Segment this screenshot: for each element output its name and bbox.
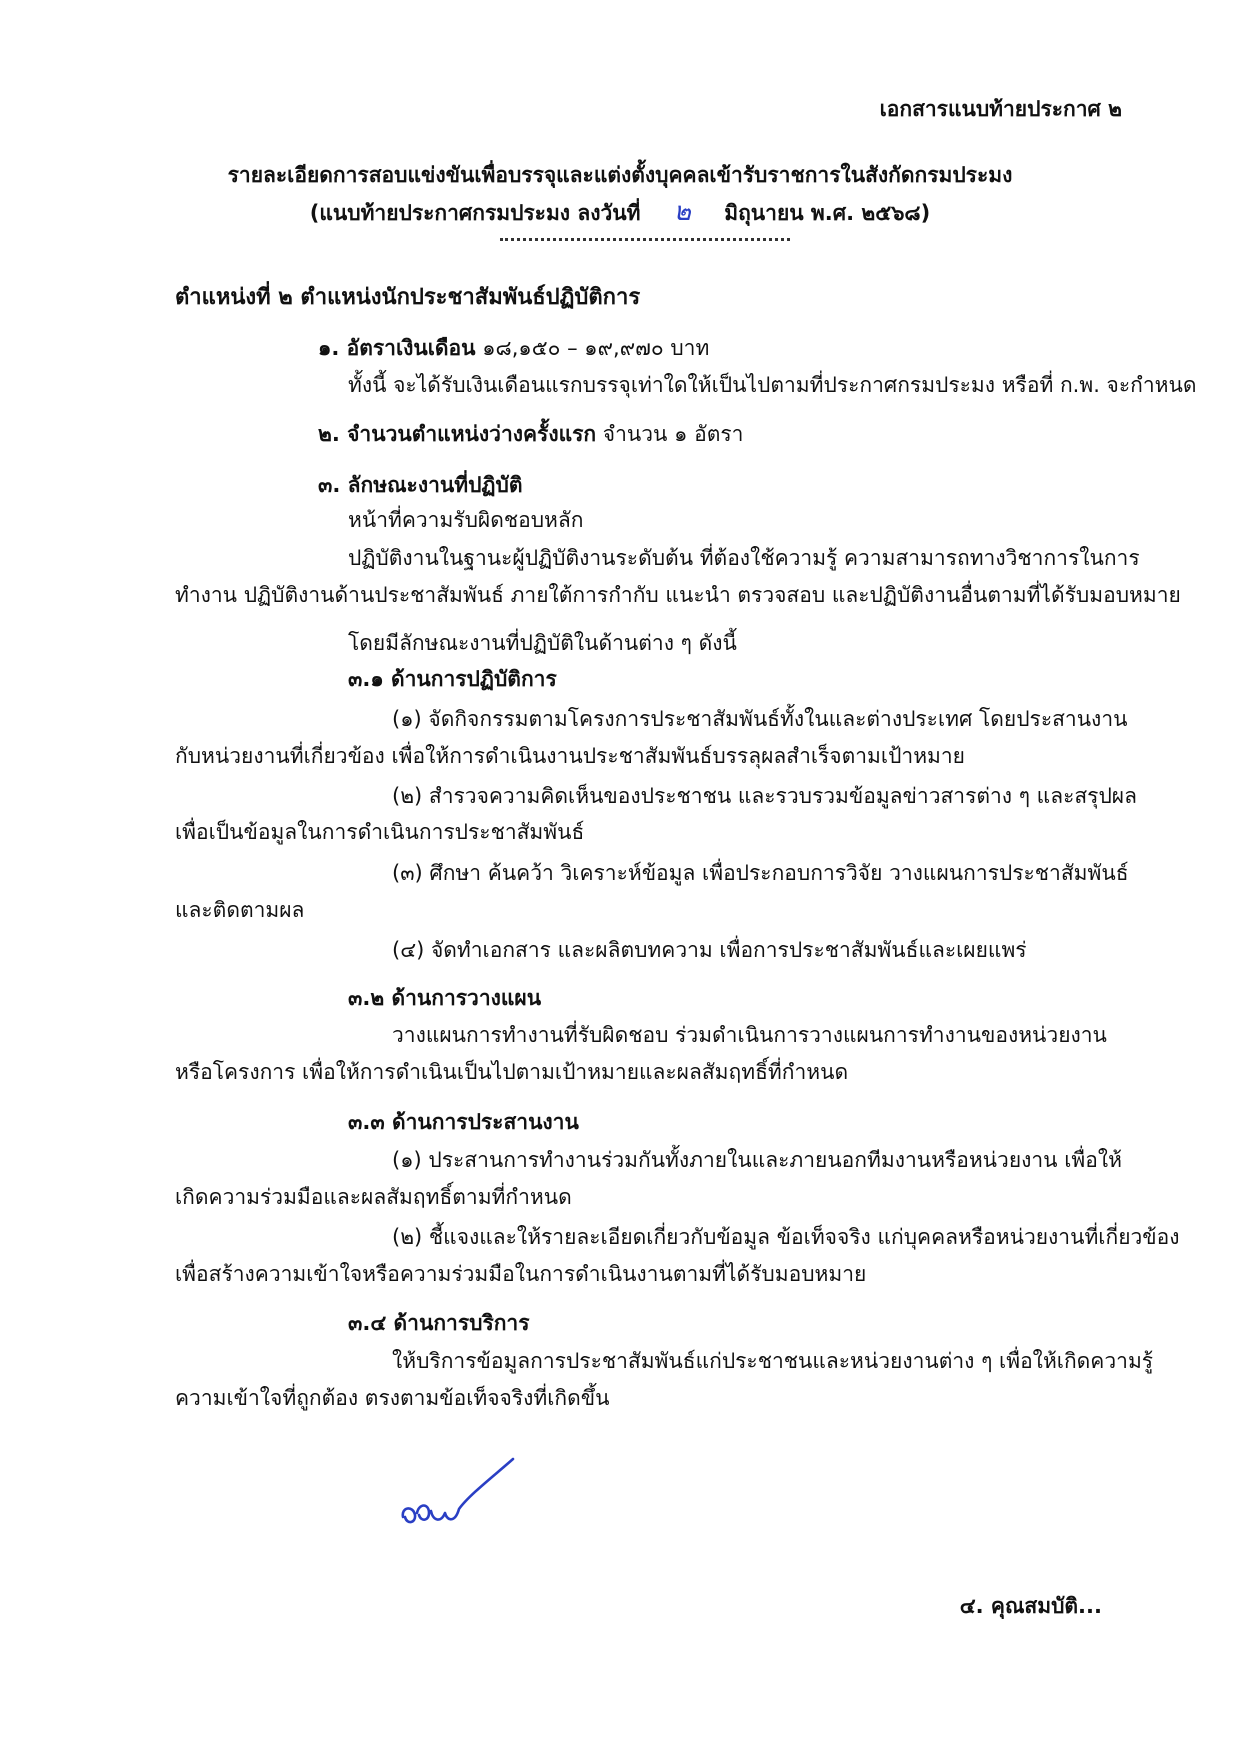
dotted-separator <box>500 238 790 241</box>
salary-title: ๑. อัตราเงินเดือน <box>318 336 476 360</box>
main-duty-label: หน้าที่ความรับผิดชอบหลัก <box>348 508 584 532</box>
planning-line-a: วางแผนการทำงานที่รับผิดชอบ ร่วมดำเนินการวางแผนการทำงานของหน่วยงาน <box>392 1023 1107 1047</box>
handwritten-day: ๒ <box>673 197 691 227</box>
operations-item-2a: (๒) สำรวจความคิดเห็นของประชาชน และรวบรวมข้อมูลข่าวสารต่าง ๆ และสรุปผล <box>392 784 1137 808</box>
coordination-item-1b: เกิดความร่วมมือและผลสัมฤทธิ์ตามที่กำหนด <box>175 1185 572 1209</box>
subtitle-prefix: (แนบท้ายประกาศกรมประมง ลงวันที่ <box>309 201 641 225</box>
planning-line-b: หรือโครงการ เพื่อให้การดำเนินเป็นไปตามเป้าหมายและผลสัมฤทธิ์ที่กำหนด <box>175 1060 849 1084</box>
service-title: ๓.๔ ด้านการบริการ <box>348 1311 530 1335</box>
operations-title: ๓.๑ ด้านการปฏิบัติการ <box>348 667 557 691</box>
operations-item-2b: เพื่อเป็นข้อมูลในการดำเนินการประชาสัมพันธ์ <box>175 820 585 844</box>
job-desc-line-1: ปฏิบัติงานในฐานะผู้ปฏิบัติงานระดับต้น ที่ต้องใช้ความรู้ ความสามารถทางวิชาการในการ <box>348 546 1140 570</box>
coordination-item-2b: เพื่อสร้างความเข้าใจหรือความร่วมมือในการดำเนินงานตามที่ได้รับมอบหมาย <box>175 1262 867 1286</box>
vacancy-line <box>318 419 743 449</box>
coordination-item-1a: (๑) ประสานการทำงานร่วมกันทั้งภายในและภายนอกทีมงานหรือหน่วยงาน เพื่อให้ <box>392 1148 1122 1172</box>
vacancy-value: จำนวน ๑ อัตรา <box>602 422 744 446</box>
coordination-item-2a: (๒) ชี้แจงและให้รายละเอียดเกี่ยวกับข้อมูล ข้อเท็จจริง แก่บุคคลหรือหน่วยงานที่เกี่ยวข้อง <box>392 1225 1180 1249</box>
subtitle-suffix: มิถุนายน พ.ศ. ๒๕๖๘) <box>724 201 931 225</box>
next-page-reference: ๔. คุณสมบัติ... <box>959 1594 1102 1618</box>
job-areas-intro: โดยมีลักษณะงานที่ปฏิบัติในด้านต่าง ๆ ดังนี้ <box>348 631 737 655</box>
signature-initials <box>395 1455 540 1540</box>
operations-item-3a: (๓) ศึกษา ค้นคว้า วิเคราะห์ข้อมูล เพื่อประกอบการวิจัย วางแผนการประชาสัมพันธ์ <box>392 861 1129 885</box>
coordination-title: ๓.๓ ด้านการประสานงาน <box>348 1110 579 1134</box>
document-title: รายละเอียดการสอบแข่งขันเพื่อบรรจุและแต่งตั้งบุคคลเข้ารับราชการในสังกัดกรมประมง <box>227 163 1013 187</box>
operations-item-4: (๔) จัดทำเอกสาร และผลิตบทความ เพื่อการประชาสัมพันธ์และเผยแพร่ <box>392 938 1027 962</box>
service-line-a: ให้บริการข้อมูลการประชาสัมพันธ์แก่ประชาชนและหน่วยงานต่าง ๆ เพื่อให้เกิดความรู้ <box>392 1349 1154 1373</box>
operations-item-1b: กับหน่วยงานที่เกี่ยวข้อง เพื่อให้การดำเนินงานประชาสัมพันธ์บรรลุผลสำเร็จตามเป้าหมาย <box>175 744 965 768</box>
operations-item-1a: (๑) จัดกิจกรรมตามโครงการประชาสัมพันธ์ทั้งในและต่างประเทศ โดยประสานงาน <box>392 707 1128 731</box>
document-subtitle <box>0 197 1240 228</box>
job-nature-title: ๓. ลักษณะงานที่ปฏิบัติ <box>318 473 523 497</box>
salary-line <box>318 333 709 363</box>
operations-item-3b: และติดตามผล <box>175 898 305 922</box>
salary-note: ทั้งนี้ จะได้รับเงินเดือนแรกบรรจุเท่าใดให้เป็นไปตามที่ประกาศกรมประมง หรือที่ ก.พ. จะกำหนด <box>348 373 1197 397</box>
job-desc-line-2: ทำงาน ปฏิบัติงานด้านประชาสัมพันธ์ ภายใต้การกำกับ แนะนำ ตรวจสอบ และปฏิบัติงานอื่นตามที่ได้รับมอบหมาย <box>175 583 1181 607</box>
vacancy-title: ๒. จำนวนตำแหน่งว่างครั้งแรก <box>318 422 597 446</box>
service-line-b: ความเข้าใจที่ถูกต้อง ตรงตามข้อเท็จจริงที่เกิดขึ้น <box>175 1386 610 1410</box>
attachment-reference: เอกสารแนบท้ายประกาศ ๒ <box>879 97 1122 121</box>
salary-value: ๑๘,๑๕๐ – ๑๙,๙๗๐ บาท <box>482 336 710 360</box>
position-heading: ตำแหน่งที่ ๒ ตำแหน่งนักประชาสัมพันธ์ปฏิบัติการ <box>175 285 641 310</box>
planning-title: ๓.๒ ด้านการวางแผน <box>348 986 542 1010</box>
